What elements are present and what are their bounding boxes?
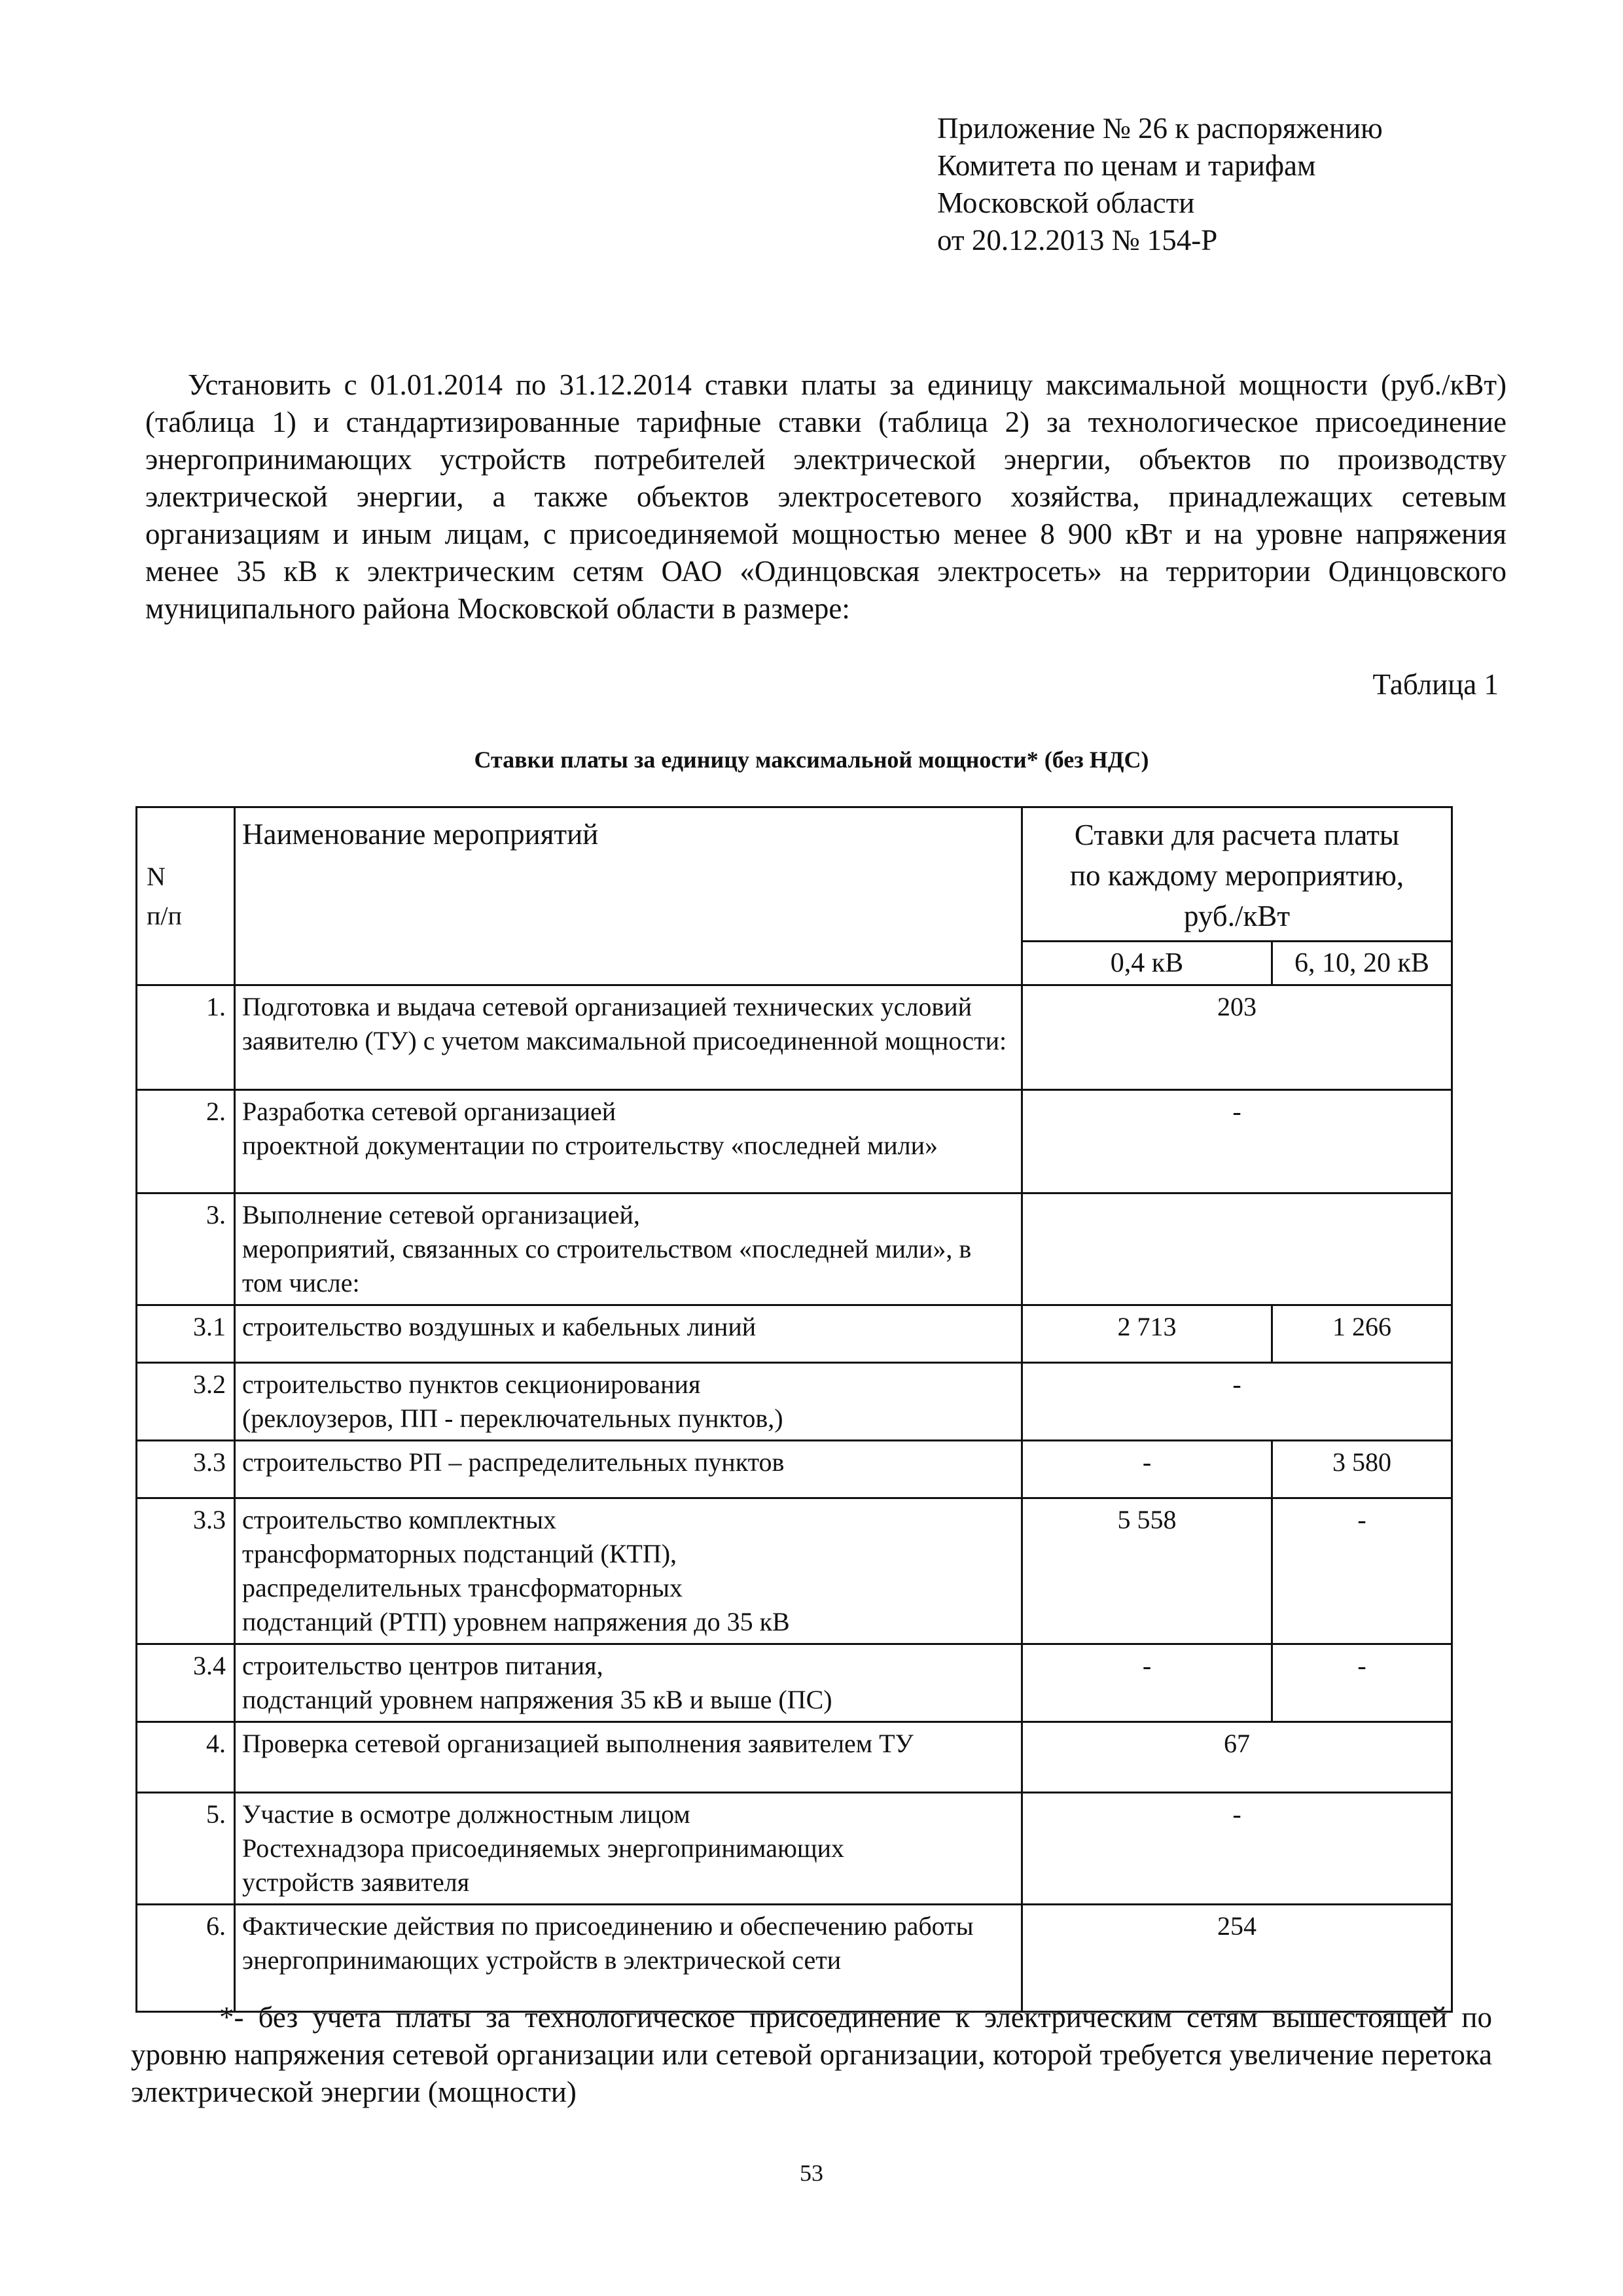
column-header-rates bbox=[1022, 807, 1452, 942]
row-value: - bbox=[1022, 1793, 1452, 1905]
row-name: Фактические действия по присоединению и обеспечению работы энергопринимающих устройств в электрической сети bbox=[235, 1905, 1022, 2012]
header-text: N bbox=[147, 861, 166, 891]
row-name-line: распределительных трансформаторных bbox=[242, 1573, 683, 1602]
row-name-line: трансформаторных подстанций (КТП), bbox=[242, 1539, 677, 1568]
row-number: 5. bbox=[137, 1793, 235, 1905]
row-number: 4. bbox=[137, 1722, 235, 1793]
header-line: от 20.12.2013 № 154-Р bbox=[937, 224, 1218, 256]
table-row bbox=[137, 1498, 1452, 1644]
page-number: 53 bbox=[800, 2160, 823, 2186]
table-row bbox=[137, 1441, 1452, 1498]
row-name: строительство воздушных и кабельных линий bbox=[235, 1305, 1022, 1363]
row-number: 3.3 bbox=[137, 1498, 235, 1644]
row-number: 1. bbox=[137, 985, 235, 1090]
table-header-row bbox=[137, 807, 1452, 942]
row-name-line: Разработка сетевой организацией bbox=[242, 1097, 616, 1126]
column-header-name: Наименование мероприятий bbox=[235, 807, 1022, 985]
row-name bbox=[235, 1644, 1022, 1722]
row-value-6-10-20kv: 3 580 bbox=[1272, 1441, 1452, 1498]
row-value-6-10-20kv: - bbox=[1272, 1644, 1452, 1722]
row-value: 254 bbox=[1022, 1905, 1452, 2012]
row-value-6-10-20kv: - bbox=[1272, 1498, 1452, 1644]
row-name-line: (реклоузеров, ПП - переключательных пунктов,) bbox=[242, 1404, 783, 1433]
appendix-header bbox=[937, 110, 1383, 259]
row-value-04kv: 2 713 bbox=[1022, 1305, 1272, 1363]
row-name bbox=[235, 1090, 1022, 1193]
row-name-line: подстанций (РТП) уровнем напряжения до 35 кВ bbox=[242, 1607, 790, 1636]
table-row bbox=[137, 1905, 1452, 2012]
row-name-line: строительство пунктов секционирования bbox=[242, 1369, 701, 1399]
table-row bbox=[137, 1305, 1452, 1363]
column-header-6-10-20kv: 6, 10, 20 кВ bbox=[1272, 942, 1452, 985]
row-value bbox=[1022, 1193, 1452, 1305]
row-value: 203 bbox=[1022, 985, 1452, 1090]
table-row bbox=[137, 1363, 1452, 1441]
table-row bbox=[137, 1644, 1452, 1722]
row-name: Проверка сетевой организацией выполнения заявителем ТУ bbox=[235, 1722, 1022, 1793]
column-header-04kv: 0,4 кВ bbox=[1022, 942, 1272, 985]
column-header-number bbox=[137, 807, 235, 985]
header-text: п/п bbox=[147, 900, 182, 930]
table-row bbox=[137, 1793, 1452, 1905]
row-value: - bbox=[1022, 1090, 1452, 1193]
row-name: строительство РП – распределительных пунктов bbox=[235, 1441, 1022, 1498]
row-name bbox=[235, 1363, 1022, 1441]
row-value-6-10-20kv: 1 266 bbox=[1272, 1305, 1452, 1363]
row-name-line: строительство центров питания, bbox=[242, 1651, 603, 1680]
row-number: 3.3 bbox=[137, 1441, 235, 1498]
header-text: по каждому мероприятию, bbox=[1069, 859, 1404, 892]
row-value-04kv: - bbox=[1022, 1441, 1272, 1498]
row-number: 6. bbox=[137, 1905, 235, 2012]
row-name-line: Участие в осмотре должностным лицом bbox=[242, 1799, 690, 1829]
header-text: Ставки для расчета платы bbox=[1074, 819, 1400, 851]
intro-paragraph: Установить с 01.01.2014 по 31.12.2014 ставки платы за единицу максимальной мощности (руб./кВт) (таблица 1) и стандартизированные тарифные ставки (таблица 2) за технологическое присоединение энергопринимающих устройств потребителей электрической энергии, объектов по производству электрической энергии, а также объектов электросетевого хозяйства, принадлежащих сетевым организациям и иным лицам, с присоединяемой мощностью менее 8 900 кВт и на уровне напряжения менее 35 кВ к электрическим сетям ОАО «Одинцовская электросеть» на территории Одинцовского муниципального района Московской области в размере: bbox=[145, 368, 1507, 625]
row-value-04kv: 5 558 bbox=[1022, 1498, 1272, 1644]
row-name-line: строительство комплектных bbox=[242, 1505, 557, 1534]
row-name-line: проектной документации по строительству «последней мили» bbox=[242, 1131, 938, 1160]
table-label: Таблица 1 bbox=[1372, 668, 1499, 701]
header-line: Приложение № 26 к распоряжению bbox=[937, 112, 1383, 145]
row-name bbox=[235, 1793, 1022, 1905]
row-value: 67 bbox=[1022, 1722, 1452, 1793]
header-line: Комитета по ценам и тарифам bbox=[937, 149, 1316, 182]
row-number: 3.1 bbox=[137, 1305, 235, 1363]
rates-table bbox=[135, 806, 1453, 2013]
table-row bbox=[137, 1090, 1452, 1193]
footnote: *- без учета платы за технологическое присоединение к электрическим сетям вышестоящей по уровню напряжения сетевой организации или сетевой организации, которой требуется увеличение перетока электрической энергии (мощности) bbox=[131, 2001, 1492, 2108]
row-value-04kv: - bbox=[1022, 1644, 1272, 1722]
row-name-line: устройств заявителя bbox=[242, 1867, 470, 1897]
row-name-line: мероприятий, связанных со строительством «последней мили», в том числе: bbox=[242, 1234, 972, 1298]
table-row bbox=[137, 985, 1452, 1090]
table-row bbox=[137, 1193, 1452, 1305]
row-value: - bbox=[1022, 1363, 1452, 1441]
header-line: Московской области bbox=[937, 186, 1195, 219]
row-name bbox=[235, 1498, 1022, 1644]
row-name-line: подстанций уровнем напряжения 35 кВ и выше (ПС) bbox=[242, 1685, 832, 1714]
row-number: 3. bbox=[137, 1193, 235, 1305]
row-name-line: Ростехнадзора присоединяемых энергопринимающих bbox=[242, 1833, 845, 1863]
row-name: Подготовка и выдача сетевой организацией технических условий заявителю (ТУ) с учетом максимальной присоединенной мощности: bbox=[235, 985, 1022, 1090]
row-number: 2. bbox=[137, 1090, 235, 1193]
row-number: 3.2 bbox=[137, 1363, 235, 1441]
row-number: 3.4 bbox=[137, 1644, 235, 1722]
row-name bbox=[235, 1193, 1022, 1305]
row-name-line: Выполнение сетевой организацией, bbox=[242, 1200, 640, 1229]
header-text: руб./кВт bbox=[1183, 900, 1290, 932]
table-row bbox=[137, 1722, 1452, 1793]
table-title: Ставки платы за единицу максимальной мощности* (без НДС) bbox=[474, 747, 1149, 773]
